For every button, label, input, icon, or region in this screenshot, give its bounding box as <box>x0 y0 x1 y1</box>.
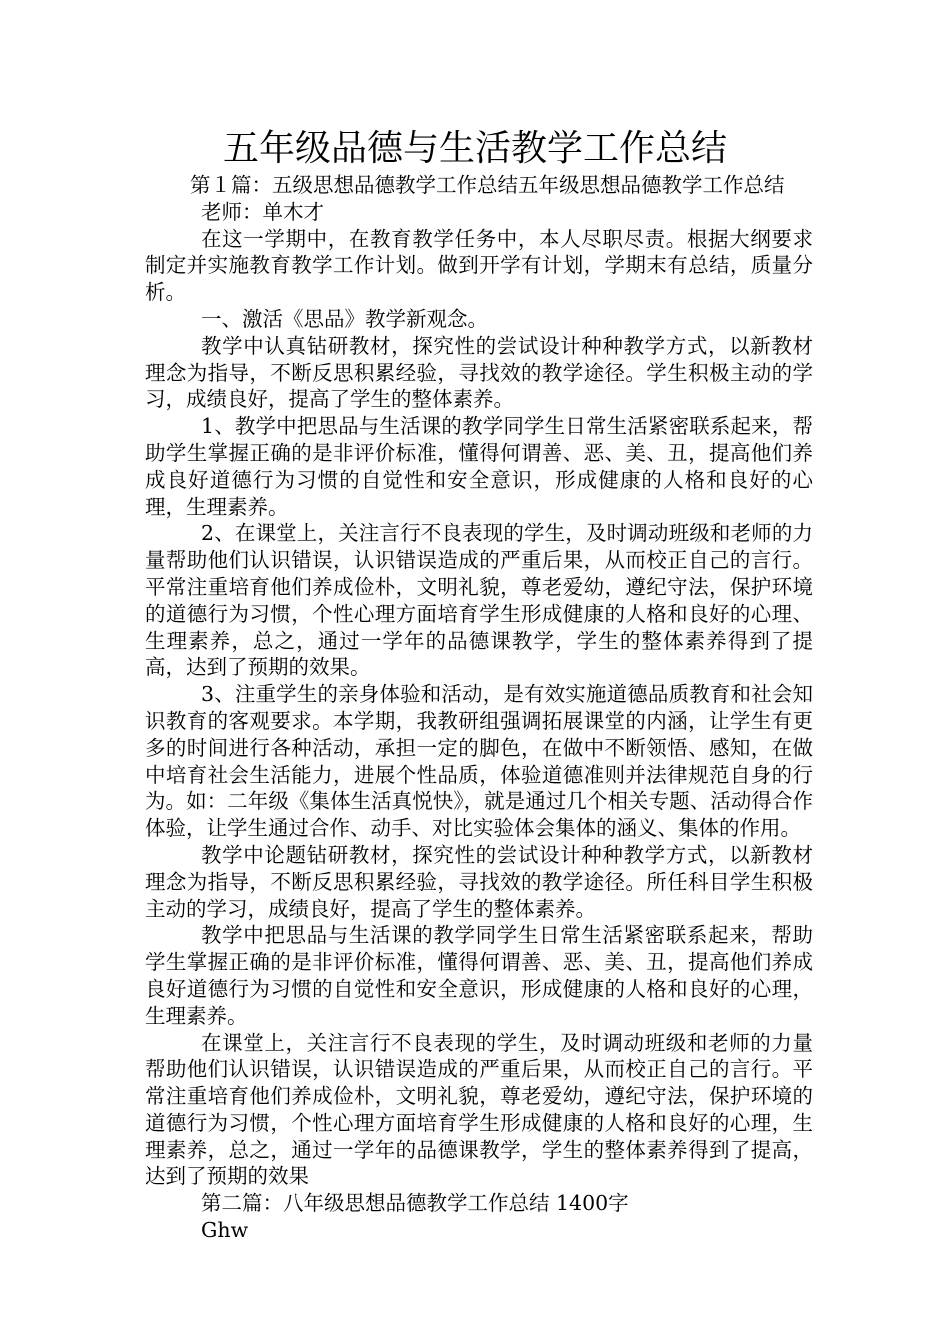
paragraph-teaching-method: 教学中认真钻研教材，探究性的尝试设计种种教学方式，以新教材理念为指导，不断反思积累经验，寻找效的教学途径。学生积极主动的学习，成绩良好，提高了学生的整体素养。 <box>145 333 813 412</box>
document-title: 五年级品德与生活教学工作总结 <box>222 128 727 169</box>
paragraph-teacher: 老师：单木才 <box>201 199 324 224</box>
document-body <box>145 172 813 1244</box>
paragraph-research: 教学中论题钻研教材，探究性的尝试设计种种教学方式，以新教材理念为指导，不断反思积累经验，寻找效的教学途径。所任科目学生积极主动的学习，成绩良好，提高了学生的整体素养。 <box>145 842 813 921</box>
paragraph-point-3: 3、注重学生的亲身体验和活动，是有效实施道德品质教育和社会知识教育的客观要求。本学期，我教研组强调拓展课堂的内涵，让学生有更多的时间进行各种活动，承担一定的脚色，在做中不断领悟、感知，在做中培育社会生活能力，进展个性品质，体验道德准则并法律规范自身的行为。如：二年级《集体生活真悦快》，就是通过几个相关专题、活动得合作体验，让学生通过合作、动手、对比实验体会集体的涵义、集体的作用。 <box>145 682 813 841</box>
paragraph-point-2: 2、在课堂上，关注言行不良表现的学生，及时调动班级和老师的力量帮助他们认识错误，认识错误造成的严重后果，从而校正自己的言行。平常注重培育他们养成俭朴，文明礼貌，尊老爱幼，遵纪守法，保护环境的道德行为习惯，个性心理方面培育学生形成健康的人格和良好的心理、生理素养，总之，通过一学年的品德课教学，学生的整体素养得到了提高，达到了预期的效果。 <box>145 521 813 680</box>
paragraph-classroom: 在课堂上，关注言行不良表现的学生，及时调动班级和老师的力量帮助他们认识错误，认识错误造成的严重后果，从而校正自己的言行。平常注重培育他们养成俭朴，文明礼貌，尊老爱幼，遵纪守法，保护环境的道德行为习惯，个性心理方面培育学生形成健康的人格和良好的心理，生理素养，总之，通过一学年的品德课教学，学生的整体素养得到了提高，达到了预期的效果 <box>145 1030 813 1189</box>
paragraph-section-1-heading: 一、激活《思品》教学新观念。 <box>201 306 488 331</box>
paragraph-daily-life: 教学中把思品与生活课的教学同学生日常生活紧密联系起来，帮助学生掌握正确的是非评价标准，懂得何谓善、恶、美、丑，提高他们养成良好道德行为习惯的自觉性和安全意识，形成健康的人格和良好的心理，生理素养。 <box>145 923 813 1028</box>
paragraph-ghw: Ghw <box>201 1218 249 1243</box>
paragraph-point-1: 1、教学中把思品与生活课的教学同学生日常生活紧密联系起来，帮助学生掌握正确的是非评价标准，懂得何谓善、恶、美、丑，提高他们养成良好道德行为习惯的自觉性和安全意识，形成健康的人格和良好的心理，生理素养。 <box>145 414 813 519</box>
paragraph-heading-part-1: 第１篇：五级思想品德教学工作总结五年级思想品德教学工作总结 <box>190 173 785 197</box>
paragraph-intro: 在这一学期中，在教育教学任务中，本人尽职尽责。根据大纲要求制定并实施教育教学工作计划。做到开学有计划，学期末有总结，质量分析。 <box>145 226 813 305</box>
paragraph-part-2-heading: 第二篇：八年级思想品德教学工作总结 1400字 <box>201 1191 629 1216</box>
